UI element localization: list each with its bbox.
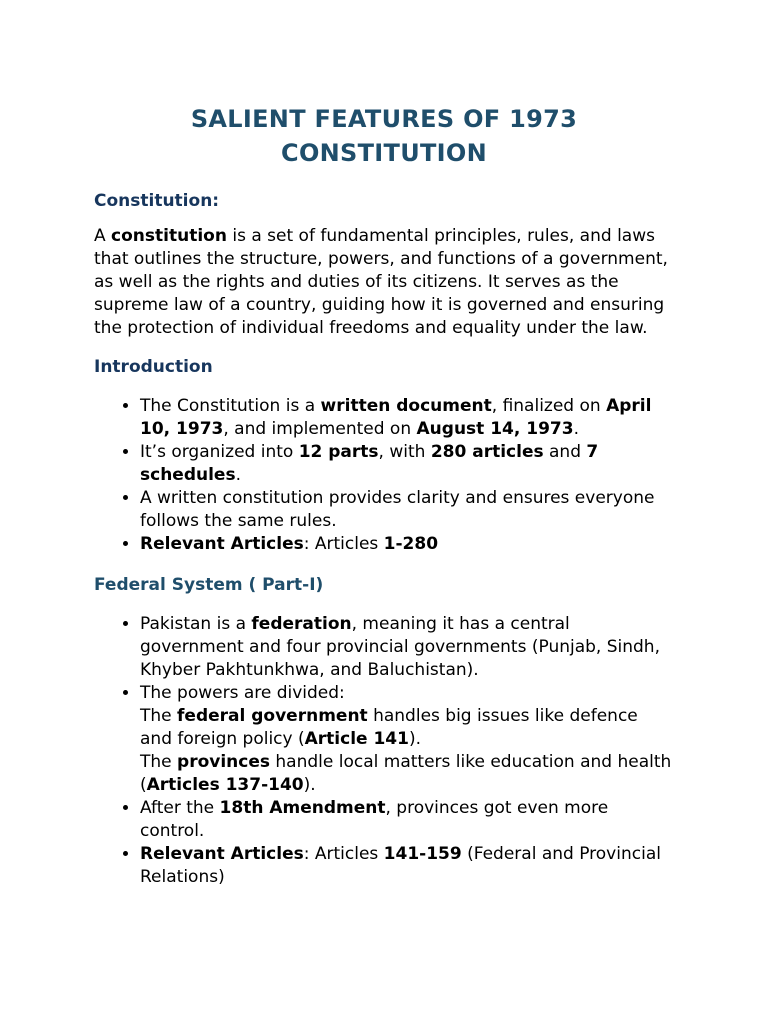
title-line-1: SALIENT FEATURES OF 1973 bbox=[190, 105, 578, 133]
text-run: handle local matters like education and health ( bbox=[140, 752, 672, 795]
heading-federal-system: Federal System ( Part-I) bbox=[94, 575, 324, 595]
bold-run: 18th Amendment bbox=[219, 798, 386, 818]
list-item bbox=[140, 441, 674, 487]
text-run: . bbox=[235, 465, 241, 485]
text-run: The bbox=[140, 706, 178, 726]
bold-run: 1-280 bbox=[383, 534, 439, 554]
text-run: , meaning it has a central government and four provincial governments (Punjab, Sindh, Khyber Pakhtunkhwa, and Baluchistan). bbox=[140, 614, 660, 680]
bold-run: federation bbox=[251, 614, 352, 634]
list-item bbox=[140, 533, 674, 556]
bold-run: provinces bbox=[177, 752, 270, 772]
federal-list bbox=[94, 613, 674, 889]
introduction-list bbox=[94, 395, 674, 556]
text-run: . bbox=[573, 419, 579, 439]
list-item bbox=[140, 395, 674, 441]
text-run: A bbox=[94, 226, 112, 246]
document-title bbox=[94, 0, 674, 170]
bold-run: 141-159 bbox=[383, 844, 462, 864]
bold-run: written document bbox=[320, 396, 492, 416]
list-item bbox=[140, 487, 674, 533]
text-run: is a set of fundamental principles, rules, and laws that outlines the structure, powers, and functions of a government, as well as the rights and duties of its citizens. It serves as the supreme law of a country, guiding how it is governed and ensuring the protection of individual freedoms and equality under the law. bbox=[94, 226, 668, 338]
text-run: ). bbox=[408, 729, 422, 749]
bold-run: 7 schedules bbox=[140, 442, 599, 485]
heading-introduction: Introduction bbox=[94, 357, 213, 377]
list-item bbox=[140, 613, 674, 682]
bold-run: Articles 137-140 bbox=[146, 775, 304, 795]
bold-run: 12 parts bbox=[298, 442, 379, 462]
bold-run: constitution bbox=[111, 226, 227, 246]
bold-run: Relevant Articles bbox=[140, 844, 304, 864]
text-run: After the bbox=[140, 798, 220, 818]
text-run: The powers are divided: bbox=[140, 683, 345, 703]
text-run: Pakistan is a bbox=[140, 614, 252, 634]
text-run: A written constitution provides clarity and ensures everyone follows the same rules. bbox=[140, 488, 655, 531]
text-run: It’s organized into bbox=[140, 442, 299, 462]
constitution-paragraph bbox=[94, 225, 674, 340]
bold-run: Article 141 bbox=[304, 729, 409, 749]
list-item bbox=[140, 682, 674, 797]
text-run: The bbox=[140, 752, 178, 772]
text-run: handles big issues like defence and foreign policy ( bbox=[140, 706, 638, 749]
text-run: , and implemented on bbox=[223, 419, 417, 439]
list-item bbox=[140, 797, 674, 843]
bold-run: Relevant Articles bbox=[140, 534, 304, 554]
text-run: (Federal and Provincial Relations) bbox=[140, 844, 661, 887]
bold-run: April 10, 1973 bbox=[140, 396, 652, 439]
text-run: : Articles bbox=[303, 534, 384, 554]
text-run: and bbox=[543, 442, 587, 462]
text-run: , with bbox=[378, 442, 431, 462]
bold-run: August 14, 1973 bbox=[416, 419, 574, 439]
text-run: ). bbox=[303, 775, 316, 795]
text-run: : Articles bbox=[303, 844, 384, 864]
bold-run: 280 articles bbox=[430, 442, 544, 462]
bold-run: federal government bbox=[177, 706, 368, 726]
list-item bbox=[140, 843, 674, 889]
text-run: , provinces got even more control. bbox=[140, 798, 609, 841]
text-run: The Constitution is a bbox=[140, 396, 321, 416]
heading-constitution: Constitution: bbox=[94, 191, 220, 211]
text-run: , finalized on bbox=[491, 396, 607, 416]
title-line-2: CONSTITUTION bbox=[281, 139, 487, 167]
